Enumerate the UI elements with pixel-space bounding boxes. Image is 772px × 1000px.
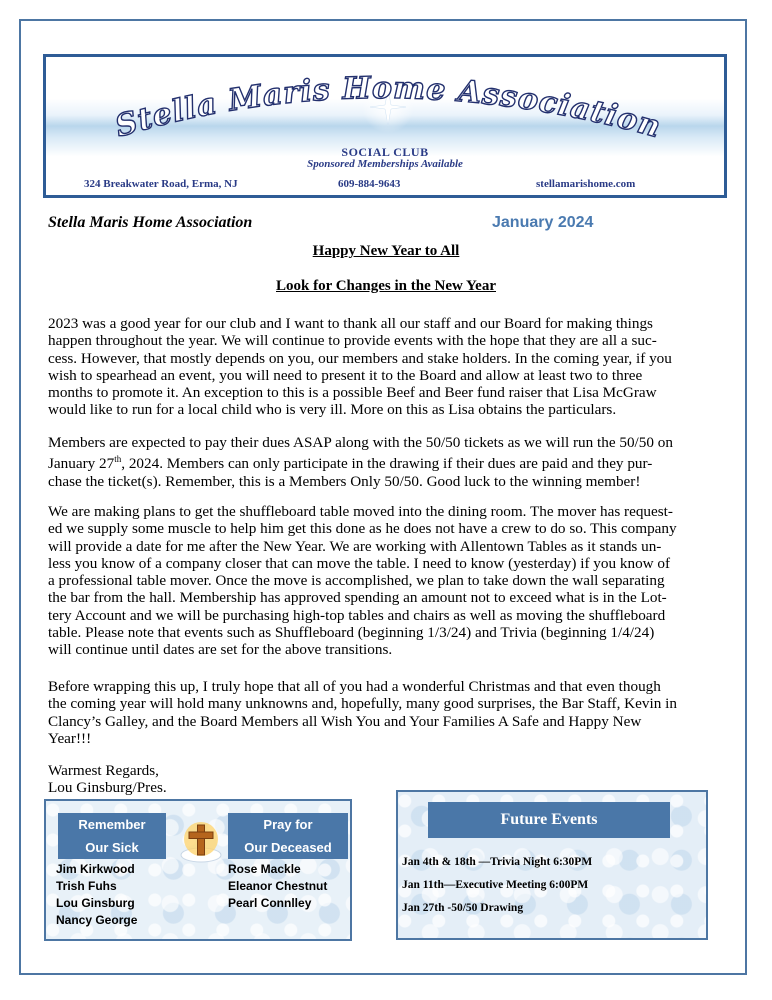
future-events-box	[396, 790, 708, 940]
remember-heading	[58, 813, 166, 859]
text-line: happen throughout the year. We will continue to provide events with the hope that they are all a suc-	[48, 332, 657, 350]
list-item: Jim Kirkwood	[56, 862, 135, 876]
ordinal-suffix: th	[114, 454, 122, 465]
list-item: Jan 4th & 18th —Trivia Night 6:30PM	[402, 856, 593, 868]
text-line	[48, 451, 728, 472]
banner-subtitle: SOCIAL CLUB	[341, 145, 429, 159]
closing: Warmest Regards,	[48, 762, 159, 779]
text-line: chase the ticket(s). Remember, this is a Members Only 50/50. Good luck to the winning member!	[48, 472, 641, 490]
text-line: would like to run for a local child who is very ill. More on this as Lisa obtains the particulars.	[48, 401, 617, 419]
heading-line: Our Sick	[85, 840, 139, 855]
text-line: will continue until dates are set for the above transitions.	[48, 641, 393, 659]
list-item: Jan 27th -50/50 Drawing	[402, 902, 524, 914]
text-segment: , 2024. Members can only participate in the drawing if their dues are paid and they pur-	[121, 455, 653, 473]
sick-list	[56, 861, 137, 929]
future-events-title: Future Events	[428, 802, 670, 838]
paragraph-3	[48, 503, 728, 659]
text-line: 2023 was a good year for our club and I want to thank all our staff and our Board for making things	[48, 315, 653, 332]
list-item: Eleanor Chestnut	[228, 879, 328, 893]
text-line: the coming year will hold many unknowns and, hopefully, many good surprises, the Bar Staff, Kevin in	[48, 695, 677, 713]
cross-icon	[178, 817, 224, 865]
heading-line: Our Deceased	[244, 840, 332, 855]
paragraph-2	[48, 434, 728, 490]
text-line: a professional table mover. Once the move is accomplished, we plan to take down the wall separating	[48, 572, 665, 590]
text-line: table. Please note that events such as Shuffleboard (beginning 1/3/24) and Trivia (beginning 1/4/24)	[48, 624, 655, 642]
greeting-heading: Happy New Year to All	[312, 243, 460, 259]
banner-website[interactable]: stellamarishome.com	[536, 178, 636, 190]
text-line: Clancy’s Galley, and the Board Members all Wish You and Your Families A Safe and Happy New	[48, 712, 642, 730]
list-item: Trish Fuhs	[56, 879, 117, 893]
list-item: Lou Ginsburg	[56, 896, 135, 910]
text-line: wish to spearhead an event, you will need to present it to the Board and allow at least two to three	[48, 366, 643, 384]
pray-heading	[228, 813, 348, 859]
banner-address: 324 Breakwater Road, Erma, NJ	[84, 178, 238, 190]
text-line: Members are expected to pay their dues ASAP along with the 50/50 tickets as we will run the 50/50 on	[48, 434, 673, 451]
text-line: ed we supply some muscle to help him get this done as he does not have a crew to do so. This company	[48, 520, 677, 538]
newsletter-date: January 2024	[492, 214, 594, 231]
list-item: Nancy George	[56, 913, 138, 927]
paragraph-4	[48, 678, 728, 747]
list-item: Jan 11th—Executive Meeting 6:00PM	[402, 879, 589, 891]
text-line: tery Account and we will be purchasing high-top tables and chairs as well as moving the shuffleboard	[48, 606, 666, 624]
banner-phone: 609-884-9643	[338, 178, 401, 190]
banner-tagline: Sponsored Memberships Available	[307, 158, 463, 170]
paragraph-1	[48, 315, 728, 419]
text-line: Year!!!	[48, 729, 92, 747]
text-line: will provide a date for me after the New Year. We are working with Allentown Tables as it stands un-	[48, 537, 662, 555]
banner	[43, 54, 727, 198]
list-item: Pearl Connlley	[228, 896, 312, 910]
remember-pray-box	[44, 799, 352, 941]
association-name: Stella Maris Home Association	[48, 214, 253, 231]
text-line: Before wrapping this up, I truly hope that all of you had a wonderful Christmas and that even though	[48, 678, 661, 695]
theme-heading: Look for Changes in the New Year	[276, 278, 496, 294]
heading-line: Pray for	[263, 817, 313, 832]
signature: Lou Ginsburg/Pres.	[48, 779, 167, 797]
future-events-list	[402, 856, 592, 925]
text-line: cess. However, that mostly depends on you, our members and stake holders. In the coming year, if you	[48, 349, 672, 367]
deceased-list	[228, 861, 327, 912]
banner-art	[46, 57, 724, 195]
text-line: the bar from the hall. Membership has approved spending an amount not to exceed what is in the Lot-	[48, 589, 667, 607]
text-line: less you know of a company closer that can move the table. I need to know (yesterday) if you know of	[48, 554, 671, 572]
text-line: We are making plans to get the shuffleboard table moved into the dining room. The mover has request-	[48, 503, 673, 520]
banner-title: Stella Maris Home Association	[111, 70, 665, 146]
list-item: Rose Mackle	[228, 862, 301, 876]
text-line: months to promote it. An exception to this is a possible Beef and Beer fund raiser that Lisa McGraw	[48, 384, 657, 402]
text-segment: January 27	[48, 455, 115, 473]
heading-line: Remember	[78, 817, 146, 832]
